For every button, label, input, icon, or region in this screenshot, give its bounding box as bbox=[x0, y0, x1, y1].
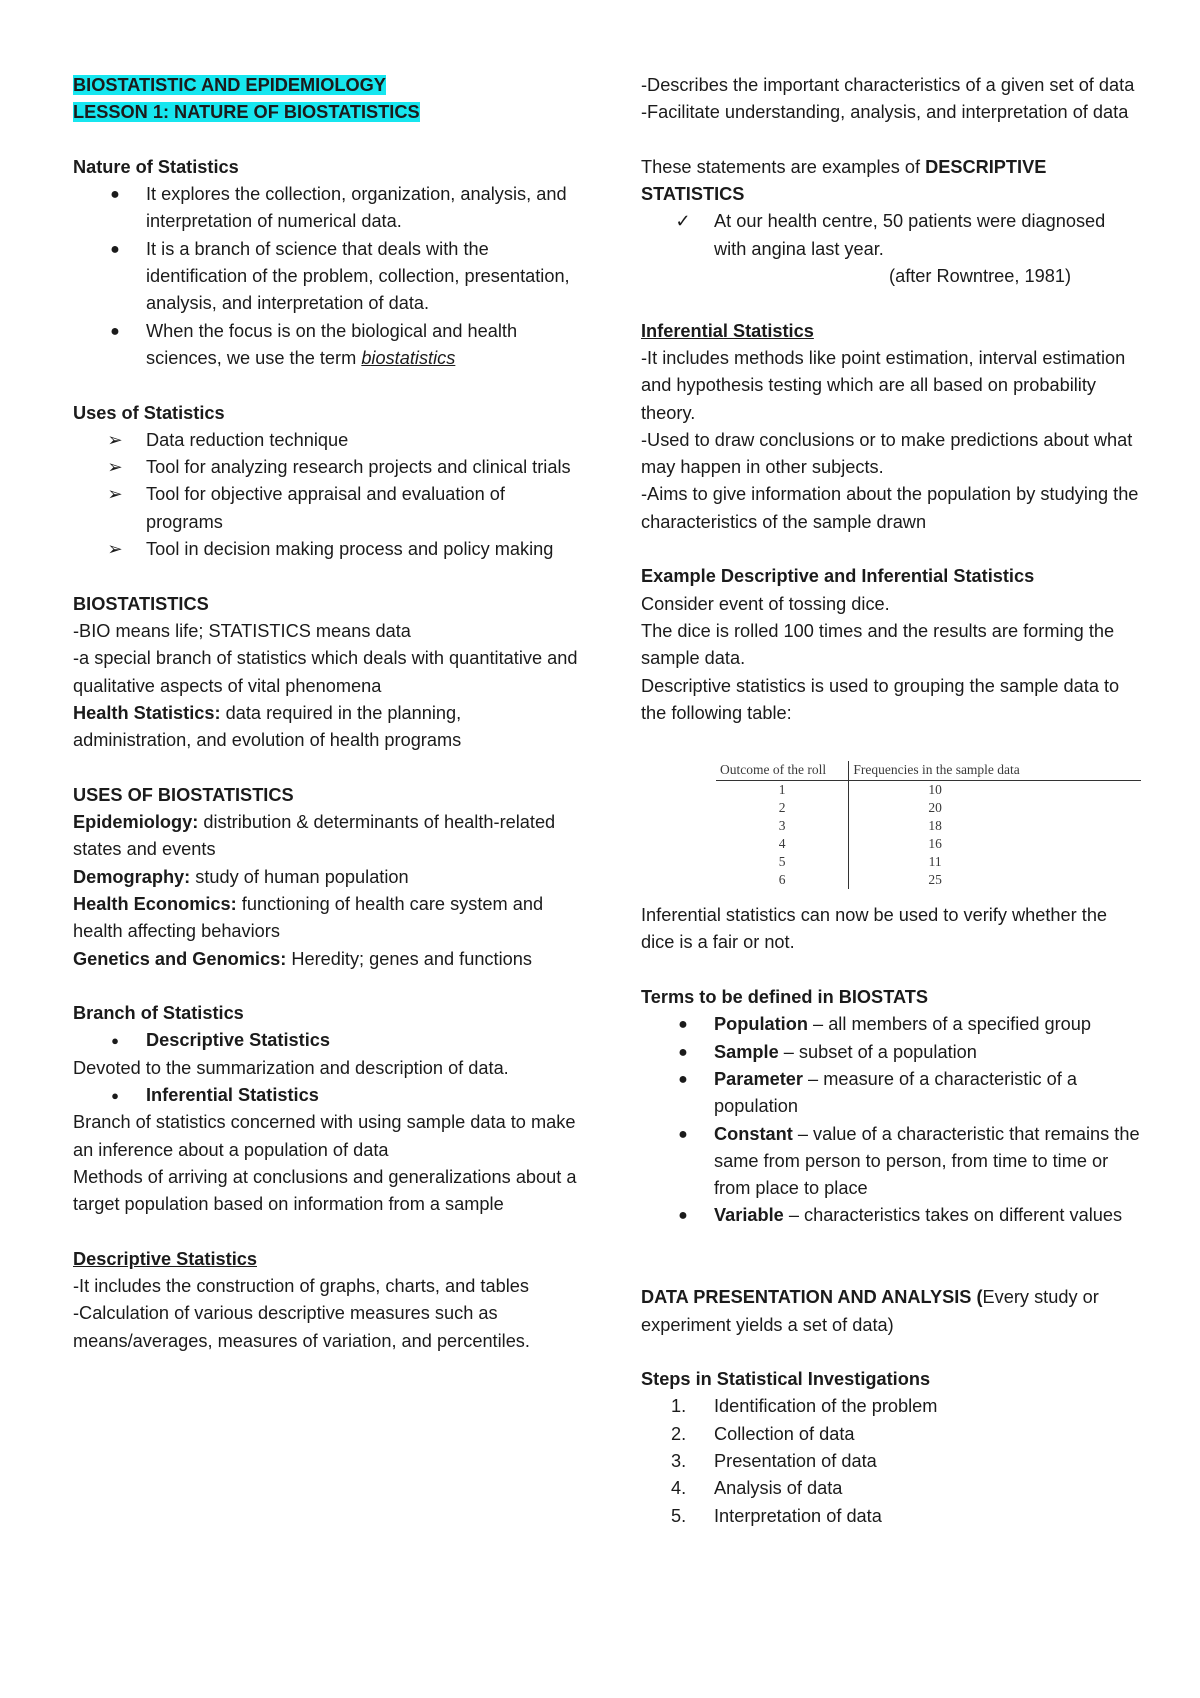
arrowhead-bullet-icon: ➢ bbox=[107, 484, 123, 505]
inferential-heading: Inferential Statistics bbox=[641, 320, 814, 341]
list-item-text: Data reduction technique bbox=[146, 429, 349, 450]
example-line-2: The dice is rolled 100 times and the results are forming the sample data. bbox=[641, 620, 1115, 669]
steps-heading: Steps in Statistical Investigations bbox=[641, 1369, 931, 1390]
data-presentation-text: Every study or experiment yields a set of data) bbox=[641, 1287, 1099, 1335]
terms-list bbox=[641, 1011, 1141, 1229]
step-number: 1. bbox=[671, 1396, 687, 1417]
term-label: Constant bbox=[714, 1123, 793, 1144]
uses-list bbox=[73, 427, 578, 563]
list-item bbox=[641, 1066, 1141, 1121]
examples-line bbox=[641, 154, 1141, 209]
arrowhead-bullet-icon: ➢ bbox=[107, 457, 123, 478]
right-column bbox=[641, 72, 1141, 1530]
table-cell: 11 bbox=[928, 854, 942, 870]
left-column bbox=[73, 72, 578, 1355]
term-text: – all members of a specified group bbox=[807, 1014, 1092, 1035]
term-text: – subset of a population bbox=[778, 1041, 977, 1062]
frequency-table-figure bbox=[641, 727, 1141, 902]
list-item-text: It explores the collection, organization, analysis, and interpretation of numerical data. bbox=[146, 184, 567, 232]
table-row bbox=[716, 835, 1141, 853]
inferential-line-2: -Used to draw conclusions or to make predictions about what may happen in other subjects. bbox=[641, 429, 1133, 478]
examples-bold: DESCRIPTIVE STATISTICS bbox=[641, 156, 1047, 205]
steps-list bbox=[641, 1393, 1141, 1529]
list-item-text: When the focus is on the biological and health sciences, we use the term bbox=[146, 320, 518, 368]
table-header-outcome: Outcome of the roll bbox=[716, 761, 849, 781]
nature-heading: Nature of Statistics bbox=[73, 156, 239, 177]
uses-biostat-text: Heredity; genes and functions bbox=[286, 948, 532, 969]
term-label: Sample bbox=[714, 1041, 779, 1062]
table-row bbox=[716, 871, 1141, 889]
health-statistics-line bbox=[73, 700, 578, 755]
list-item-text: Collection of data bbox=[714, 1423, 855, 1444]
frequency-table bbox=[716, 761, 1141, 889]
branch-desc-text: Devoted to the summarization and description of data. bbox=[73, 1057, 509, 1078]
descriptive-heading: Descriptive Statistics bbox=[73, 1248, 257, 1269]
step-number: 4. bbox=[671, 1478, 687, 1499]
term-text: – value of a characteristic that remains the same from person to person, from time to time or from place to place bbox=[714, 1123, 1140, 1199]
list-item-text: Identification of the problem bbox=[714, 1396, 938, 1417]
list-item-text: Interpretation of data bbox=[714, 1505, 882, 1526]
branch-inf-text-1: Branch of statistics concerned with using sample data to make an inference about a population of data bbox=[73, 1112, 576, 1160]
branch-inf-bullet bbox=[73, 1082, 578, 1109]
inferential-line-3: -Aims to give information about the population by studying the characteristics of the sample drawn bbox=[641, 484, 1139, 532]
list-item bbox=[641, 1039, 1141, 1066]
desc-cont-line-2: -Facilitate understanding, analysis, and interpretation of data bbox=[641, 102, 1129, 123]
table-header-row bbox=[716, 761, 1141, 781]
list-item bbox=[73, 1027, 578, 1054]
table-cell: 5 bbox=[716, 853, 849, 871]
list-item bbox=[641, 1503, 1141, 1530]
bullet-icon: ● bbox=[110, 186, 120, 204]
lesson-title-text: LESSON 1: NATURE OF BIOSTATISTICS bbox=[73, 102, 420, 123]
table-row bbox=[716, 799, 1141, 817]
term-label: Variable bbox=[714, 1205, 784, 1226]
health-statistics-text: data required in the planning, administration, and evolution of health programs bbox=[73, 702, 462, 751]
branch-inf-text-2: Methods of arriving at conclusions and generalizations about a target population based on information from a sample bbox=[73, 1166, 577, 1215]
example-heading: Example Descriptive and Inferential Statistics bbox=[641, 566, 1035, 587]
list-item bbox=[641, 1393, 1141, 1420]
bullet-icon: ● bbox=[111, 1033, 119, 1049]
desc-cont-line-1: -Describes the important characteristics of a given set of data bbox=[641, 75, 1135, 95]
list-item bbox=[73, 481, 578, 536]
list-item bbox=[73, 427, 578, 454]
table-row bbox=[716, 853, 1141, 871]
list-item bbox=[641, 1202, 1141, 1229]
uses-heading: Uses of Statistics bbox=[73, 402, 225, 423]
list-item-text: Inferential Statistics bbox=[146, 1084, 319, 1105]
list-item bbox=[73, 236, 578, 318]
descriptive-line-2: -Calculation of various descriptive measures such as means/averages, measures of variation, and percentiles. bbox=[73, 1303, 530, 1351]
table-cell: 4 bbox=[716, 835, 849, 853]
uses-biostat-item bbox=[73, 864, 578, 891]
list-item bbox=[641, 1121, 1141, 1203]
term-text: – characteristics takes on different values bbox=[783, 1205, 1123, 1226]
table-row bbox=[716, 817, 1141, 835]
bullet-icon: ● bbox=[678, 1016, 688, 1034]
doc-title-text: BIOSTATISTIC AND EPIDEMIOLOGY bbox=[73, 75, 386, 95]
bullet-icon: ● bbox=[678, 1207, 688, 1225]
data-presentation-bold: DATA PRESENTATION AND ANALYSIS ( bbox=[641, 1287, 983, 1308]
bullet-icon: ● bbox=[678, 1125, 688, 1143]
example-line-1: Consider event of tossing dice. bbox=[641, 593, 890, 614]
uses-biostat-text: study of human population bbox=[190, 866, 409, 887]
list-item bbox=[73, 454, 578, 481]
nature-list bbox=[73, 181, 578, 372]
branch-heading: Branch of Statistics bbox=[73, 1003, 244, 1024]
table-cell: 20 bbox=[928, 800, 942, 816]
citation: (after Rowntree, 1981) bbox=[889, 266, 1071, 287]
table-cell: 2 bbox=[716, 799, 849, 817]
uses-biostat-label: Demography: bbox=[73, 866, 191, 887]
list-item bbox=[73, 536, 578, 563]
example-after: Inferential statistics can now be used to verify whether the dice is a fair or not. bbox=[641, 905, 1108, 953]
step-number: 2. bbox=[671, 1423, 687, 1444]
biostat-line-1: -BIO means life; STATISTICS means data bbox=[73, 620, 411, 641]
list-item bbox=[641, 1421, 1141, 1448]
list-item-text: Tool in decision making process and policy making bbox=[146, 539, 554, 560]
inferential-line-1: -It includes methods like point estimation, interval estimation and hypothesis testing which are all based on probability theory. bbox=[641, 347, 1126, 423]
table-cell: 16 bbox=[928, 836, 942, 852]
table-cell: 10 bbox=[928, 782, 942, 798]
check-list bbox=[641, 208, 1141, 263]
table-row bbox=[716, 781, 1141, 800]
table-cell: 3 bbox=[716, 817, 849, 835]
list-item-text: Analysis of data bbox=[714, 1478, 843, 1499]
list-item-text: Tool for analyzing research projects and clinical trials bbox=[146, 457, 571, 478]
biostatistics-heading: BIOSTATISTICS bbox=[73, 593, 209, 614]
doc-title bbox=[73, 72, 578, 99]
table-cell: 1 bbox=[716, 781, 849, 800]
uses-biostat-text: distribution & determinants of health-related states and events bbox=[73, 812, 556, 860]
bullet-icon: ● bbox=[110, 240, 120, 258]
check-mark-icon: ✓ bbox=[675, 211, 691, 232]
example-line-3: Descriptive statistics is used to grouping the sample data to the following table: bbox=[641, 675, 1120, 723]
uses-biostat-item bbox=[73, 891, 578, 946]
list-item-text: Presentation of data bbox=[714, 1451, 877, 1472]
data-presentation-line bbox=[641, 1284, 1141, 1339]
uses-biostat-item bbox=[73, 809, 578, 864]
biostatistics-term: biostatistics bbox=[361, 347, 456, 368]
step-number: 3. bbox=[671, 1451, 687, 1472]
health-statistics-label: Health Statistics: bbox=[73, 702, 221, 723]
uses-biostat-label: Genetics and Genomics: bbox=[73, 948, 287, 969]
descriptive-line-1: -It includes the construction of graphs, charts, and tables bbox=[73, 1276, 529, 1297]
list-item bbox=[73, 1082, 578, 1109]
examples-prefix: These statements are examples of bbox=[641, 156, 926, 177]
list-item bbox=[73, 318, 578, 373]
branch-desc-bullet bbox=[73, 1027, 578, 1054]
biostat-line-2: -a special branch of statistics which deals with quantitative and qualitative aspects of vital phenomena bbox=[73, 648, 578, 696]
table-cell: 18 bbox=[928, 818, 942, 834]
uses-biostat-heading: USES OF BIOSTATISTICS bbox=[73, 784, 294, 805]
uses-biostat-item bbox=[73, 946, 578, 973]
uses-biostat-label: Health Economics: bbox=[73, 893, 237, 914]
list-item-text: Descriptive Statistics bbox=[146, 1030, 330, 1051]
table-cell: 6 bbox=[716, 871, 849, 889]
arrowhead-bullet-icon: ➢ bbox=[107, 539, 123, 560]
list-item bbox=[641, 1475, 1141, 1502]
uses-biostat-text: functioning of health care system and health affecting behaviors bbox=[73, 893, 544, 942]
bullet-icon: ● bbox=[111, 1087, 119, 1103]
bullet-icon: ● bbox=[678, 1070, 688, 1088]
list-item bbox=[73, 181, 578, 236]
list-item bbox=[641, 1011, 1141, 1038]
list-item bbox=[641, 208, 1141, 263]
list-item-text: Tool for objective appraisal and evaluation of programs bbox=[146, 484, 505, 532]
term-label: Population bbox=[714, 1014, 808, 1035]
bullet-icon: ● bbox=[678, 1043, 688, 1061]
list-item-text: At our health centre, 50 patients were diagnosed with angina last year. bbox=[714, 211, 1106, 259]
list-item-text: It is a branch of science that deals with the identification of the problem, collection, presentation, analysis, and interpretation of data. bbox=[146, 238, 570, 314]
uses-biostat-label: Epidemiology: bbox=[73, 812, 199, 833]
table-cell: 25 bbox=[928, 872, 942, 888]
arrowhead-bullet-icon: ➢ bbox=[107, 429, 123, 450]
table-header-frequency: Frequencies in the sample data bbox=[849, 761, 1141, 781]
terms-heading: Terms to be defined in BIOSTATS bbox=[641, 987, 928, 1008]
bullet-icon: ● bbox=[110, 322, 120, 340]
list-item bbox=[641, 1448, 1141, 1475]
lesson-title bbox=[73, 99, 578, 126]
step-number: 5. bbox=[671, 1505, 687, 1526]
term-label: Parameter bbox=[714, 1068, 803, 1089]
term-text: – measure of a characteristic of a population bbox=[714, 1068, 1077, 1117]
